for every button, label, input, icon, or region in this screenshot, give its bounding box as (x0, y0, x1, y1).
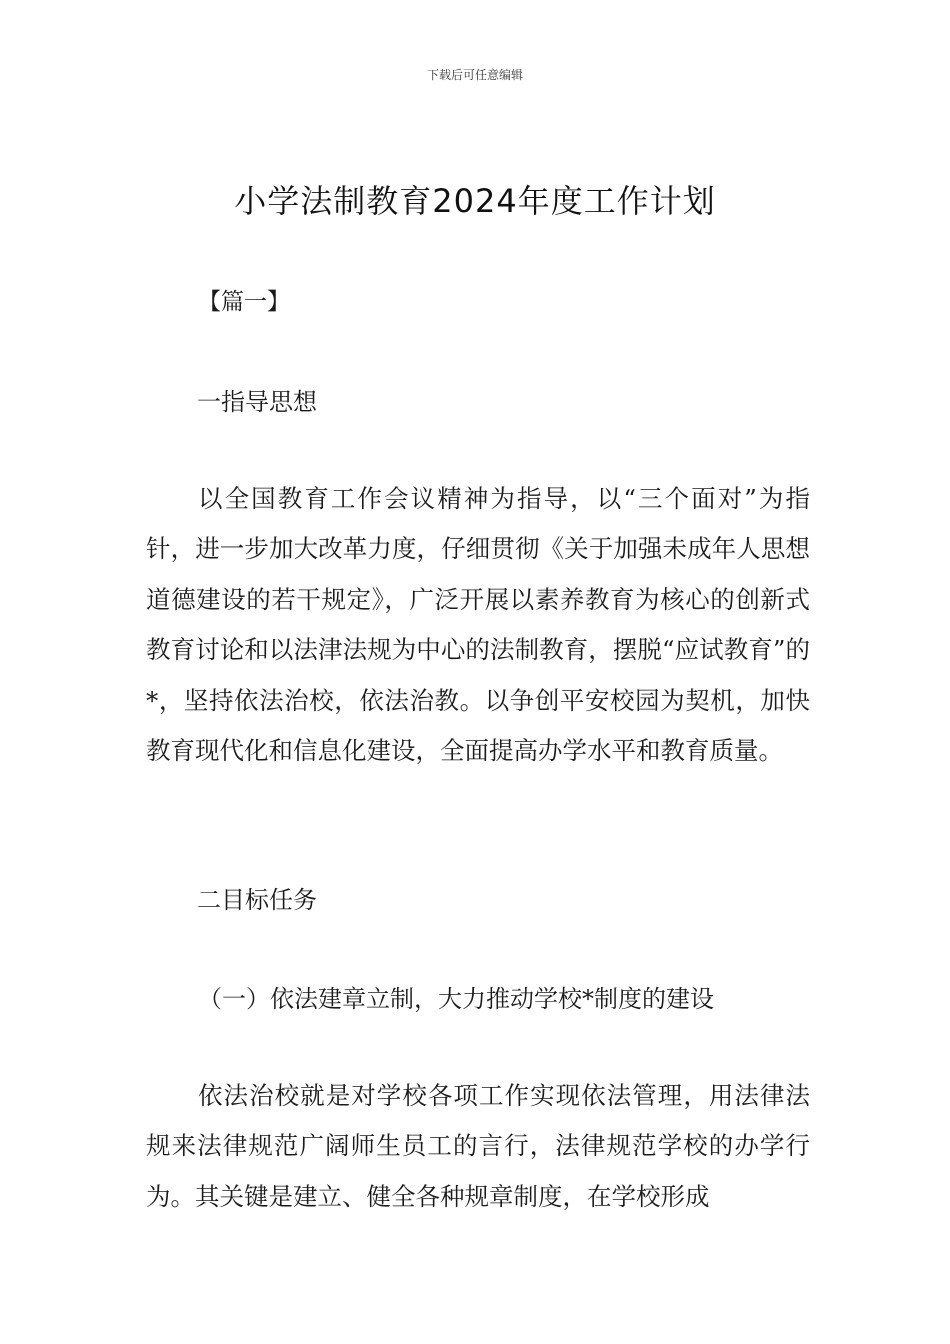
header-note: 下载后可任意编辑 (426, 68, 523, 82)
paragraph-guiding-ideology: 以全国教育工作会议精神为指导，以“三个面对”为指针，进一步加大改革力度，仔细贯彻《关于加强未成年人思想道德建设的若干规定》，广泛开展以素养教育为核心的创新式教育讨论和以法津法规为中心的法制教育，摆脱“应试教育”的*，坚持依法治校，依法治教。以争创平安校园为契机，加快教育现代化和信息化建设，全面提高办学水平和教育质量。 (146, 484, 810, 766)
paragraph-rule-of-law: 依法治校就是对学校各项工作实现依法管理，用法律法规来法律规范广阔师生员工的言行，法律规范学校的办学行为。其关键是建立、健全各种规章制度，在学校形成 (146, 1081, 810, 1211)
heading-goals-tasks: 二目标任务 (197, 886, 317, 914)
document-title: 小学法制教育2024年度工作计划 (234, 182, 716, 220)
subheading-rules-system: （一）依法建章立制，大力推动学校*制度的建设 (198, 985, 714, 1013)
section-label: 【篇一】 (198, 289, 290, 315)
heading-guiding-ideology: 一指导思想 (197, 388, 317, 416)
